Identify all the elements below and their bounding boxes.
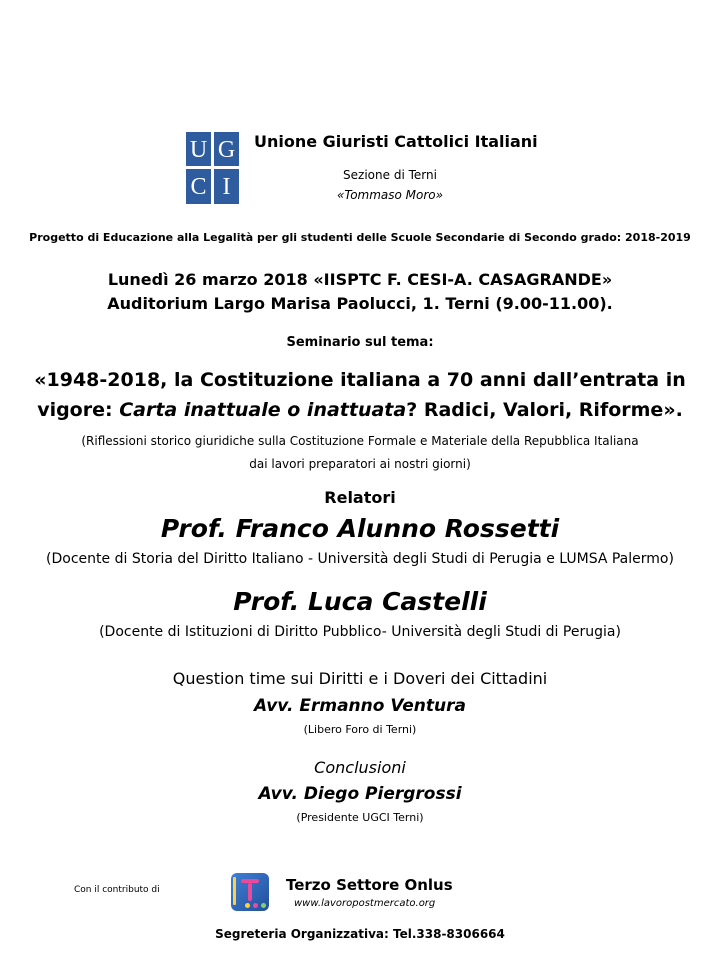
question-time-role: (Libero Foro di Terni)	[303, 723, 417, 736]
seminar-subtitle-line1: (Riflessioni storico giuridiche sulla Costituzione Formale e Materiale della Repubblica Italiana	[81, 434, 639, 448]
project-line: Progetto di Educazione alla Legalità per gli studenti delle Scuole Secondarie di Secondo grado: 2018-2019	[29, 231, 691, 244]
conclusions-name: Avv. Diego Piergrossi	[258, 784, 462, 804]
terzo-settore-logo-icon	[231, 873, 269, 911]
section-name: «Tommaso Moro»	[336, 188, 444, 202]
seminar-title-line1: «1948-2018, la Costituzione italiana a 70 anni dall’entrata in	[34, 369, 686, 391]
speaker-role: (Docente di Istituzioni di Diritto Pubblico- Università degli Studi di Perugia)	[99, 624, 621, 640]
title-part-italic: Carta inattuale o inattuata	[119, 399, 407, 421]
title-part-a: vigore:	[37, 399, 120, 421]
section-label: Sezione di Terni	[343, 168, 437, 182]
event-place: Auditorium Largo Marisa Paolucci, 1. Terni (9.00-11.00).	[107, 294, 613, 313]
conclusions-role: (Presidente UGCI Terni)	[296, 811, 424, 824]
speaker-name: Prof. Franco Alunno Rossetti	[160, 514, 560, 543]
speakers-label: Relatori	[324, 488, 396, 507]
seminar-title-line2	[0, 399, 720, 421]
logo-letter-g: G	[217, 137, 236, 163]
question-time-label: Question time sui Diritti e i Doveri dei Cittadini	[172, 669, 548, 688]
title-part-b: ? Radici, Valori, Riforme».	[406, 399, 683, 421]
speaker-role: (Docente di Storia del Diritto Italiano - Università degli Studi di Perugia e LUMSA Palermo)	[46, 551, 674, 567]
logo-letter-c: C	[190, 174, 207, 200]
question-time-name: Avv. Ermanno Ventura	[253, 696, 466, 716]
sponsor-name: Terzo Settore Onlus	[286, 876, 453, 894]
seminar-label: Seminario sul tema:	[286, 335, 434, 350]
logo-letter-i: I	[222, 174, 231, 200]
conclusions-label: Conclusioni	[314, 758, 406, 777]
speaker-name: Prof. Luca Castelli	[233, 587, 487, 616]
logo-letter-u: U	[189, 137, 208, 163]
organization-name: Unione Giuristi Cattolici Italiani	[254, 132, 538, 151]
event-date: Lunedì 26 marzo 2018 «IISPTC F. CESI-A. CASAGRANDE»	[107, 270, 613, 289]
sponsor-website[interactable]: www.lavoropostmercato.org	[294, 898, 436, 909]
secretariat-contact: Segreteria Organizzativa: Tel.338-8306664	[215, 927, 505, 941]
seminar-subtitle-line2: dai lavori preparatori ai nostri giorni)	[249, 457, 471, 471]
sponsor-intro: Con il contributo di	[74, 885, 160, 895]
